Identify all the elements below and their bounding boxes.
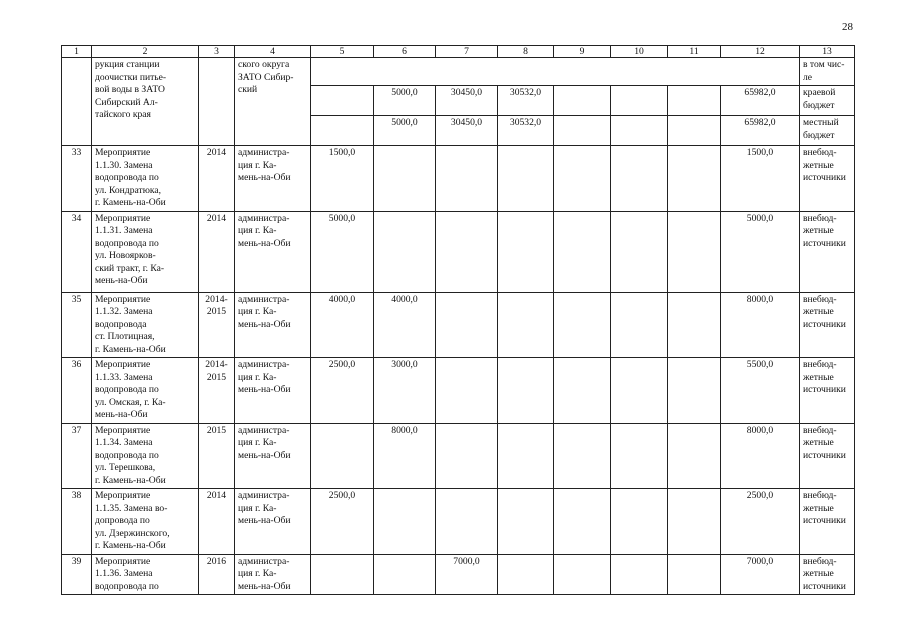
amount-col5 (311, 86, 374, 116)
amount-total: 7000,0 (721, 554, 800, 595)
amount-col9 (554, 86, 611, 116)
amount-col11 (668, 211, 721, 292)
amount-col11 (668, 489, 721, 555)
table-row (62, 292, 855, 358)
executor-cell: администра- ция г. Ка- мень-на-Оби (235, 292, 311, 358)
amount-col6 (374, 489, 436, 555)
amount-col6 (374, 554, 436, 595)
amount-col9 (554, 358, 611, 424)
col-header-11: 11 (668, 46, 721, 58)
source-cell: внебюд- жетные источники (800, 146, 855, 212)
empty-amount-cell (311, 58, 800, 86)
table-row (62, 423, 855, 489)
col-header-9: 9 (554, 46, 611, 58)
amount-col5 (311, 554, 374, 595)
amount-col6: 5000,0 (374, 86, 436, 116)
table-row (62, 146, 855, 212)
amount-col8 (498, 292, 554, 358)
source-cell: внебюд- жетные источники (800, 554, 855, 595)
col-header-3: 3 (199, 46, 235, 58)
row-number-cell: 37 (62, 423, 92, 489)
amount-col7 (436, 489, 498, 555)
row-number-cell: 35 (62, 292, 92, 358)
year-cell: 2016 (199, 554, 235, 595)
amount-col5: 5000,0 (311, 211, 374, 292)
amount-col11 (668, 116, 721, 146)
table-row (62, 58, 855, 86)
amount-col7: 30450,0 (436, 86, 498, 116)
amount-col10 (611, 423, 668, 489)
executor-cell: администра- ция г. Ка- мень-на-Оби (235, 211, 311, 292)
amount-col5: 2500,0 (311, 489, 374, 555)
source-cell: внебюд- жетные источники (800, 489, 855, 555)
col-header-1: 1 (62, 46, 92, 58)
amount-col10 (611, 554, 668, 595)
amount-col11 (668, 292, 721, 358)
measure-name-cell: Мероприятие 1.1.30. Замена водопровода по ул. Кондратюка, г. Камень-на-Оби (92, 146, 199, 212)
executor-cell: администра- ция г. Ка- мень-на-Оби (235, 489, 311, 555)
amount-col8 (498, 489, 554, 555)
col-header-12: 12 (721, 46, 800, 58)
amount-col7: 30450,0 (436, 116, 498, 146)
amount-col11 (668, 146, 721, 212)
col-header-5: 5 (311, 46, 374, 58)
executor-cell: администра- ция г. Ка- мень-на-Оби (235, 423, 311, 489)
amount-col5: 4000,0 (311, 292, 374, 358)
amount-col7 (436, 358, 498, 424)
amount-col11 (668, 358, 721, 424)
measure-name-cell: Мероприятие 1.1.35. Замена во- допровода по ул. Дзержинского, г. Камень-на-Оби (92, 489, 199, 555)
row-number-cell: 36 (62, 358, 92, 424)
amount-col9 (554, 489, 611, 555)
year-cell: 2015 (199, 423, 235, 489)
amount-col8: 30532,0 (498, 86, 554, 116)
executor-cell: администра- ция г. Ка- мень-на-Оби (235, 554, 311, 595)
amount-col5: 2500,0 (311, 358, 374, 424)
year-cell: 2014- 2015 (199, 358, 235, 424)
header-row (62, 46, 855, 58)
year-cell: 2014- 2015 (199, 292, 235, 358)
source-cell: в том чис- ле (800, 58, 855, 86)
col-header-13: 13 (800, 46, 855, 58)
amount-col7 (436, 211, 498, 292)
executor-cell: администра- ция г. Ка- мень-на-Оби (235, 146, 311, 212)
measure-name-cell: рукция станции доочистки питье- вой воды в ЗАТО Сибирский Ал- тайского края (92, 58, 199, 146)
executor-cell: администра- ция г. Ка- мень-на-Оби (235, 358, 311, 424)
amount-col5 (311, 116, 374, 146)
amount-col11 (668, 86, 721, 116)
col-header-7: 7 (436, 46, 498, 58)
amount-col9 (554, 292, 611, 358)
amount-col7 (436, 292, 498, 358)
col-header-10: 10 (611, 46, 668, 58)
amount-total: 5500,0 (721, 358, 800, 424)
amount-col9 (554, 554, 611, 595)
measure-name-cell: Мероприятие 1.1.36. Замена водопровода по (92, 554, 199, 595)
year-cell: 2014 (199, 211, 235, 292)
amount-col10 (611, 146, 668, 212)
amount-col9 (554, 146, 611, 212)
amount-col9 (554, 423, 611, 489)
year-cell: 2014 (199, 489, 235, 555)
amount-col7: 7000,0 (436, 554, 498, 595)
source-cell: краевой бюджет (800, 86, 855, 116)
table-row (62, 489, 855, 555)
source-cell: внебюд- жетные источники (800, 292, 855, 358)
year-cell: 2014 (199, 146, 235, 212)
source-cell: местный бюджет (800, 116, 855, 146)
row-number-cell: 39 (62, 554, 92, 595)
measure-name-cell: Мероприятие 1.1.34. Замена водопровода по ул. Терешкова, г. Камень-на-Оби (92, 423, 199, 489)
measure-name-cell: Мероприятие 1.1.32. Замена водопровода ст. Плотицная, г. Камень-на-Оби (92, 292, 199, 358)
col-header-2: 2 (92, 46, 199, 58)
amount-col8 (498, 146, 554, 212)
amount-col10 (611, 116, 668, 146)
measure-name-cell: Мероприятие 1.1.33. Замена водопровода по ул. Омская, г. Ка- мень-на-Оби (92, 358, 199, 424)
amount-col6: 4000,0 (374, 292, 436, 358)
amount-total: 5000,0 (721, 211, 800, 292)
amount-col6 (374, 211, 436, 292)
col-header-4: 4 (235, 46, 311, 58)
amount-col7 (436, 423, 498, 489)
amount-col6: 3000,0 (374, 358, 436, 424)
amount-col8 (498, 554, 554, 595)
amount-col10 (611, 86, 668, 116)
amount-col7 (436, 146, 498, 212)
source-cell: внебюд- жетные источники (800, 423, 855, 489)
amount-total: 8000,0 (721, 292, 800, 358)
program-table (61, 45, 855, 595)
amount-col8 (498, 358, 554, 424)
page-number: 28 (842, 21, 853, 33)
amount-col8: 30532,0 (498, 116, 554, 146)
row-number-cell: 34 (62, 211, 92, 292)
table-row (62, 554, 855, 595)
amount-col9 (554, 116, 611, 146)
measure-name-cell: Мероприятие 1.1.31. Замена водопровода по ул. Новоярков- ский тракт, г. Ка- мень-на-Оби (92, 211, 199, 292)
amount-col10 (611, 211, 668, 292)
amount-total: 65982,0 (721, 116, 800, 146)
row-number-cell: 38 (62, 489, 92, 555)
table-row (62, 211, 855, 292)
amount-col10 (611, 358, 668, 424)
amount-col11 (668, 423, 721, 489)
amount-col8 (498, 211, 554, 292)
source-cell: внебюд- жетные источники (800, 211, 855, 292)
year-cell (199, 58, 235, 146)
col-header-8: 8 (498, 46, 554, 58)
executor-cell: ского округа ЗАТО Сибир- ский (235, 58, 311, 146)
amount-col5: 1500,0 (311, 146, 374, 212)
table-row (62, 358, 855, 424)
amount-col10 (611, 292, 668, 358)
amount-col6 (374, 146, 436, 212)
row-number-cell: 33 (62, 146, 92, 212)
amount-total: 65982,0 (721, 86, 800, 116)
col-header-6: 6 (374, 46, 436, 58)
amount-total: 2500,0 (721, 489, 800, 555)
amount-col10 (611, 489, 668, 555)
amount-total: 8000,0 (721, 423, 800, 489)
row-number-cell (62, 58, 92, 146)
amount-col6: 8000,0 (374, 423, 436, 489)
source-cell: внебюд- жетные источники (800, 358, 855, 424)
amount-col9 (554, 211, 611, 292)
amount-col11 (668, 554, 721, 595)
amount-total: 1500,0 (721, 146, 800, 212)
amount-col8 (498, 423, 554, 489)
amount-col6: 5000,0 (374, 116, 436, 146)
amount-col5 (311, 423, 374, 489)
